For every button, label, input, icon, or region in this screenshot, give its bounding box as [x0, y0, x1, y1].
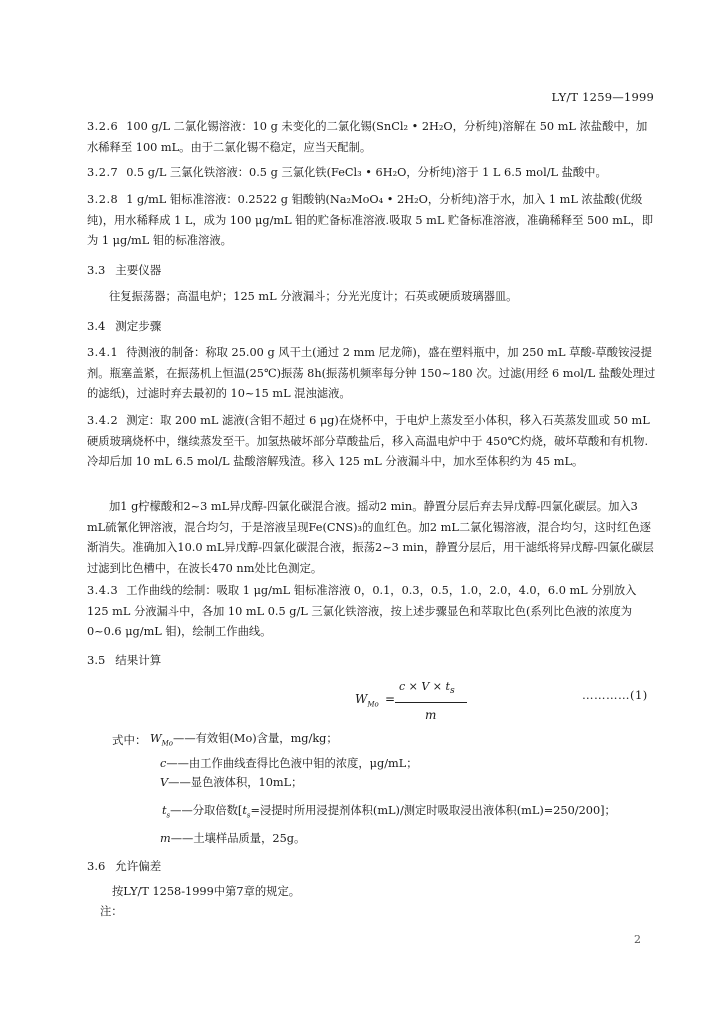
clause-text: 加1 g柠檬酸和2~3 mL异戊醇-四氯化碳混合液。摇动2 min。静置分层后弃去异戊醇-四氯化碳层。加入3 mL硫氰化钾溶液，混合均匀，于是溶液呈现Fe(CNS)₃的血红色。加2 mL二氯化锡溶液，混合均匀，这时红色逐渐消失。准确加入10.0 mL异戊醇-四氯化碳混合液，振荡2~3 min，静置分层后，用干滤纸将异戊醇-四氯化碳层过滤到比色槽中，在波长470 nm处比色测定。: [87, 500, 654, 575]
definition-ts: $t_s——$分取倍数[$t_s=$浸提时所用浸提剂体积(mL)/测定时吸取浸出液体积(mL)=250/200]；: [162, 804, 616, 820]
heading-title: 结果计算: [115, 653, 162, 667]
clause-3-3-text: [87, 287, 657, 308]
clause-text: 100 g/L 二氯化锡溶液：10 g 未变化的二氯化锡(SnCl₂ • 2H₂O，分析纯)溶解在 50 mL 浓盐酸中，加水稀释至 100 mL。由于二氯化锡不稳定，应当天配制。: [87, 120, 648, 154]
clause-number: 3.4.2: [87, 414, 119, 427]
clause-text: 往复振荡器；高温电炉；125 mL 分液漏斗；分光光度计；石英或硬质玻璃器皿。: [109, 290, 518, 303]
clause-number: 3.2.6: [87, 120, 119, 133]
formula-1: [355, 680, 485, 728]
clause-text: 1 g/mL 钼标准溶液：0.2522 g 钼酸钠(Na₂MoO₄ • 2H₂O，分析纯)溶于水，加入 1 mL 浓盐酸(优级纯)，用水稀释成 1 L，成为 100 μg/mL 钼的贮备标准溶液.吸取 5 mL 贮备标准溶液，准确稀释至 500 mL，即为 1 μg/mL 钼的标准溶液。: [87, 193, 654, 247]
heading-number: 3.4: [87, 319, 106, 333]
clause-3-4-3: [87, 581, 657, 643]
clause-text: 工作曲线的绘制：吸取 1 μg/mL 钼标准溶液 0，0.1，0.3，0.5，1.0，2.0，4.0，6.0 mL 分别放入 125 mL 分液漏斗中，各加 10 mL 0.5 g/L 三氯化铁溶液，按上述步骤显色和萃取比色(系列比色液的浓度为 0~0.6 μg/mL 钼)，绘制工作曲线。: [87, 584, 637, 638]
clause-3-2-7: [87, 163, 657, 184]
clause-text: 按LY/T 1258-1999中第7章的规定。: [112, 885, 301, 898]
page-number: 2: [634, 933, 641, 946]
definition-w-mo: $W_{Mo}——$有效钼(Mo)含量，mg/kg；: [150, 732, 338, 748]
heading-title: 主要仪器: [115, 263, 162, 277]
clause-3-2-8: [87, 190, 657, 252]
heading-title: 允许偏差: [115, 859, 162, 873]
clause-text: 待测液的制备：称取 25.00 g 风干土(通过 2 mm 尼龙筛)，盛在塑料瓶中，加 250 mL 草酸-草酸铵浸提剂。瓶塞盖紧，在振荡机上恒温(25℃)振荡 8h(振荡机频率每分钟 150~180 次。过滤(用经 6 mol/L 盐酸处理过的滤纸)，过滤时弃去最初的 10~15 mL 混浊滤液。: [87, 346, 656, 400]
equation-number: …………(1): [582, 688, 648, 702]
formula-lhs: $W_{Mo}$: [355, 692, 379, 709]
heading-number: 3.3: [87, 263, 106, 277]
definition-m: m——土壤样品质量，25g。: [160, 832, 306, 845]
clause-number: 3.2.8: [87, 193, 119, 206]
heading-number: 3.5: [87, 653, 106, 667]
definitions-label: 式中：: [112, 733, 147, 747]
clause-3-4-1: [87, 343, 657, 405]
heading-title: 测定步骤: [115, 319, 162, 333]
definition-c: c——由工作曲线查得比色液中钼的浓度，μg/mL；: [160, 757, 418, 770]
formula-equals: =: [385, 692, 396, 706]
fraction-bar: [395, 702, 467, 703]
clause-number: 3.4.1: [87, 346, 119, 359]
clause-text: 测定：取 200 mL 滤液(含钼不超过 6 μg)在烧杯中，于电炉上蒸发至小体积，移入石英蒸发皿或 50 mL 硬质玻璃烧杯中，继续蒸发至干。加氢热破坏部分草酸盐后，移入高温电炉中于 450℃灼烧，破坏草酸和有机物.冷却后加 10 mL 6.5 mol/L 盐酸溶解残渣。移入 125 mL 分液漏斗中，加水至体积约为 45 mL。: [87, 414, 650, 468]
clause-3-4-2-continued: [87, 497, 657, 579]
clause-number: 3.4.3: [87, 584, 119, 597]
clause-3-4-2: [87, 411, 657, 473]
clause-text: 0.5 g/L 三氯化铁溶液：0.5 g 三氯化铁(FeCl₃ • 6H₂O，分析纯)溶于 1 L 6.5 mol/L 盐酸中。: [126, 166, 607, 179]
definition-v: V——显色液体积，10mL；: [160, 776, 303, 789]
heading-3-3: [87, 262, 161, 278]
clause-3-2-6: [87, 117, 657, 158]
heading-3-6: [87, 858, 161, 874]
standard-number: LY/T 1259—1999: [551, 90, 654, 104]
note-label: [100, 902, 670, 923]
clause-3-6-text: [112, 882, 682, 903]
heading-3-4: [87, 318, 161, 334]
note-text: 注：: [100, 905, 123, 918]
heading-3-5: [87, 652, 161, 668]
formula-denominator: m: [425, 708, 437, 722]
formula-numerator: $c \times V \times t_s$: [399, 680, 455, 697]
clause-number: 3.2.7: [87, 166, 119, 179]
heading-number: 3.6: [87, 859, 106, 873]
